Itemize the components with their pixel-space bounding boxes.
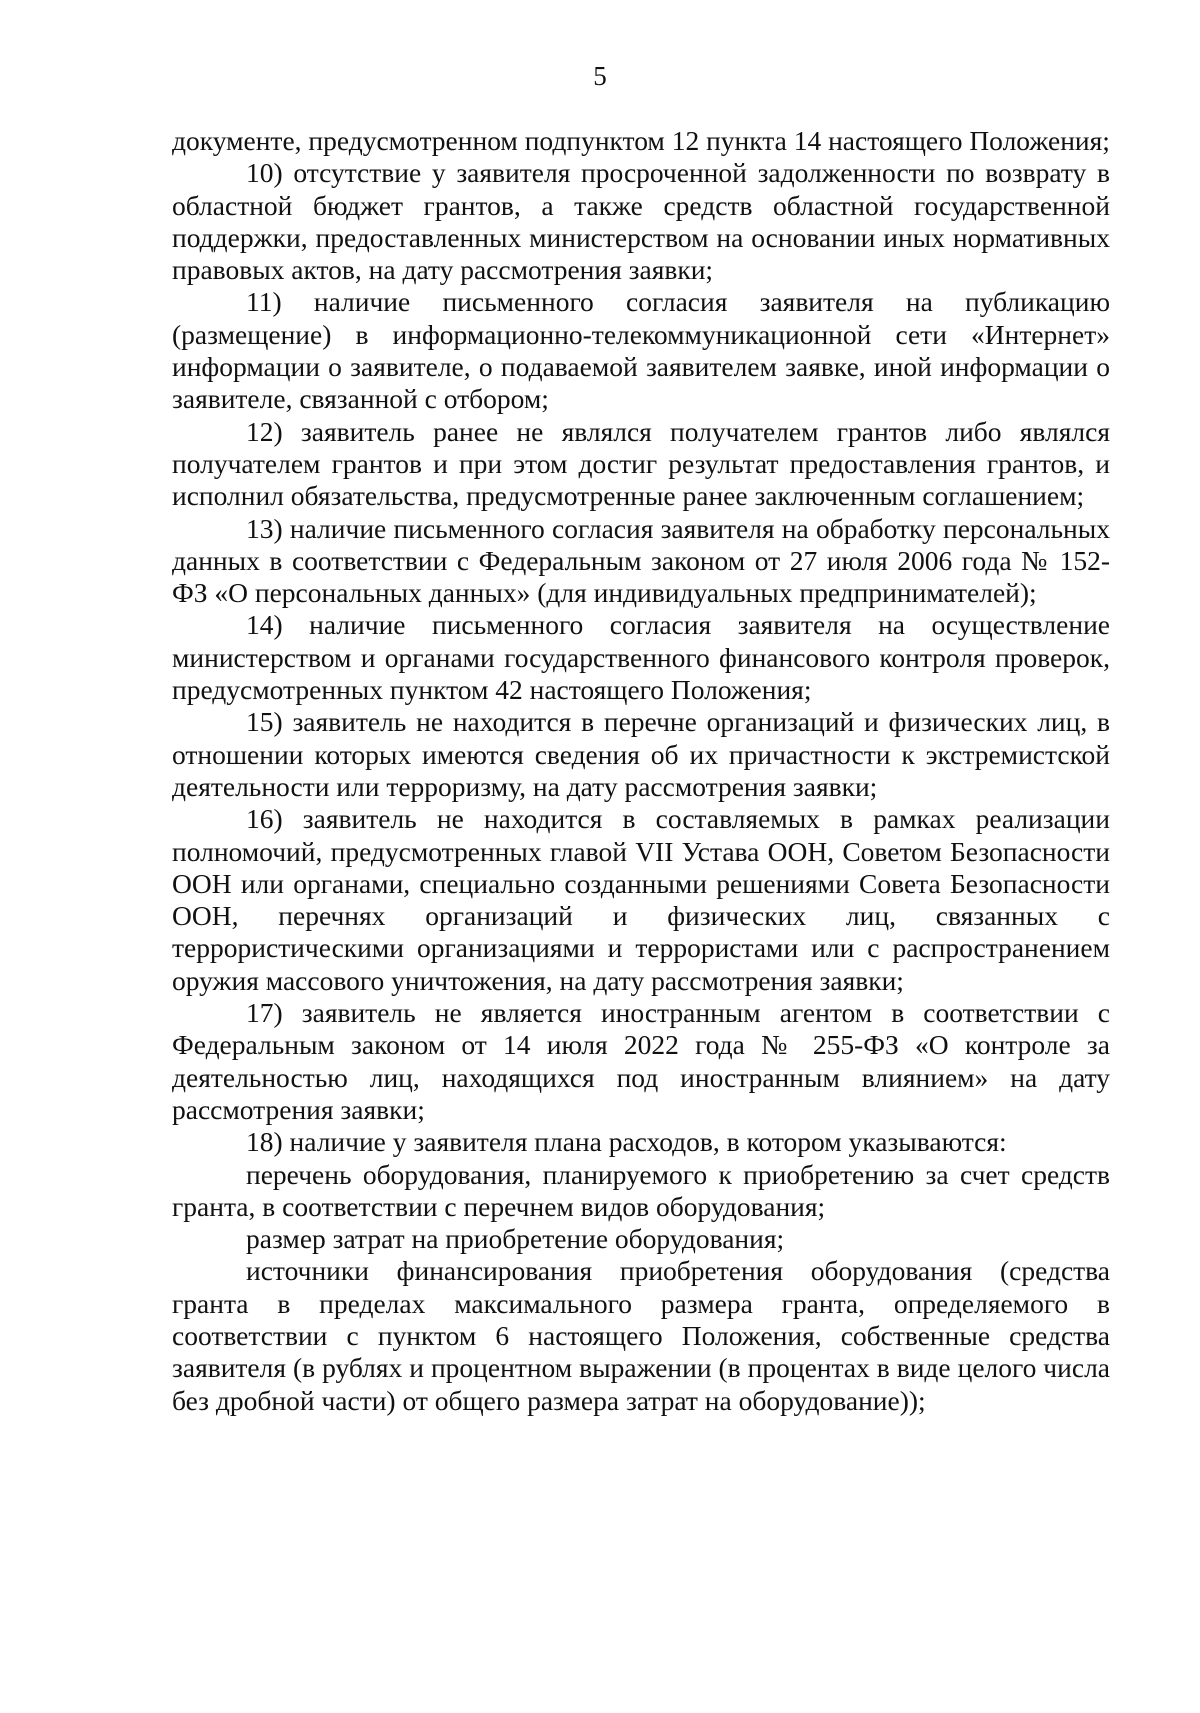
paragraph-subitem-funding-sources: источники финансирования приобретения оборудования (средства гранта в пределах максимального размера гранта, определяемого в соответствии с пунктом 6 настоящего Положения, собственные средства заявителя (в рублях и процентном выражении (в процентах в виде целого числа без дробной части) от общего размера затрат на оборудование));	[172, 1255, 1110, 1416]
document-body	[172, 125, 1110, 1417]
paragraph-item-12: 12) заявитель ранее не являлся получателем грантов либо являлся получателем грантов и при этом достиг результат предоставления грантов, и исполнил обязательства, предусмотренные ранее заключенным соглашением;	[172, 415, 1110, 512]
paragraph-subitem-equipment-list: перечень оборудования, планируемого к приобретению за счет средств гранта, в соответствии с перечнем видов оборудования;	[172, 1158, 1110, 1222]
paragraph-subitem-cost-size: размер затрат на приобретение оборудования;	[246, 1223, 785, 1255]
paragraph-item-14: 14) наличие письменного согласия заявителя на осуществление министерством и органами государственного финансового контроля проверок, предусмотренных пунктом 42 настоящего Положения;	[172, 609, 1110, 706]
paragraph-item-10: 10) отсутствие у заявителя просроченной задолженности по возврату в областной бюджет грантов, а также средств областной государственной поддержки, предоставленных министерством на основании иных нормативных правовых актов, на дату рассмотрения заявки;	[172, 157, 1110, 286]
paragraph-item-11: 11) наличие письменного согласия заявителя на публикацию (размещение) в информационно-телекоммуникационной сети «Интернет» информации о заявителе, о подаваемой заявителем заявке, иной информации о заявителе, связанной с отбором;	[172, 286, 1110, 415]
paragraph-item-18: 18) наличие у заявителя плана расходов, в котором указываются:	[246, 1126, 1007, 1158]
paragraph-item-13: 13) наличие письменного согласия заявителя на обработку персональных данных в соответствии с Федеральным законом от 27 июля 2006 года № 152-ФЗ «О персональных данных» (для индивидуальных предпринимателей);	[172, 512, 1110, 609]
page-number: 5	[593, 61, 607, 91]
paragraph-item-16: 16) заявитель не находится в составляемых в рамках реализации полномочий, предусмотренных главой VII Устава ООН, Советом Безопасности ООН или органами, специально созданными решениями Совета Безопасности ООН, перечнях организаций и физических лиц, связанных с террористическими организациями и террористами или с распространением оружия массового уничтожения, на дату рассмотрения заявки;	[172, 803, 1110, 996]
paragraph-item-15: 15) заявитель не находится в перечне организаций и физических лиц, в отношении которых имеются сведения об их причастности к экстремистской деятельности или терроризму, на дату рассмотрения заявки;	[172, 706, 1110, 802]
paragraph-continuation: документе, предусмотренном подпунктом 12 пункта 14 настоящего Положения;	[172, 125, 1110, 156]
paragraph-item-17: 17) заявитель не является иностранным агентом в соответствии с Федеральным законом от 14 июля 2022 года № 255-ФЗ «О контроле за деятельностью лиц, находящихся под иностранным влиянием» на дату рассмотрения заявки;	[172, 997, 1110, 1125]
